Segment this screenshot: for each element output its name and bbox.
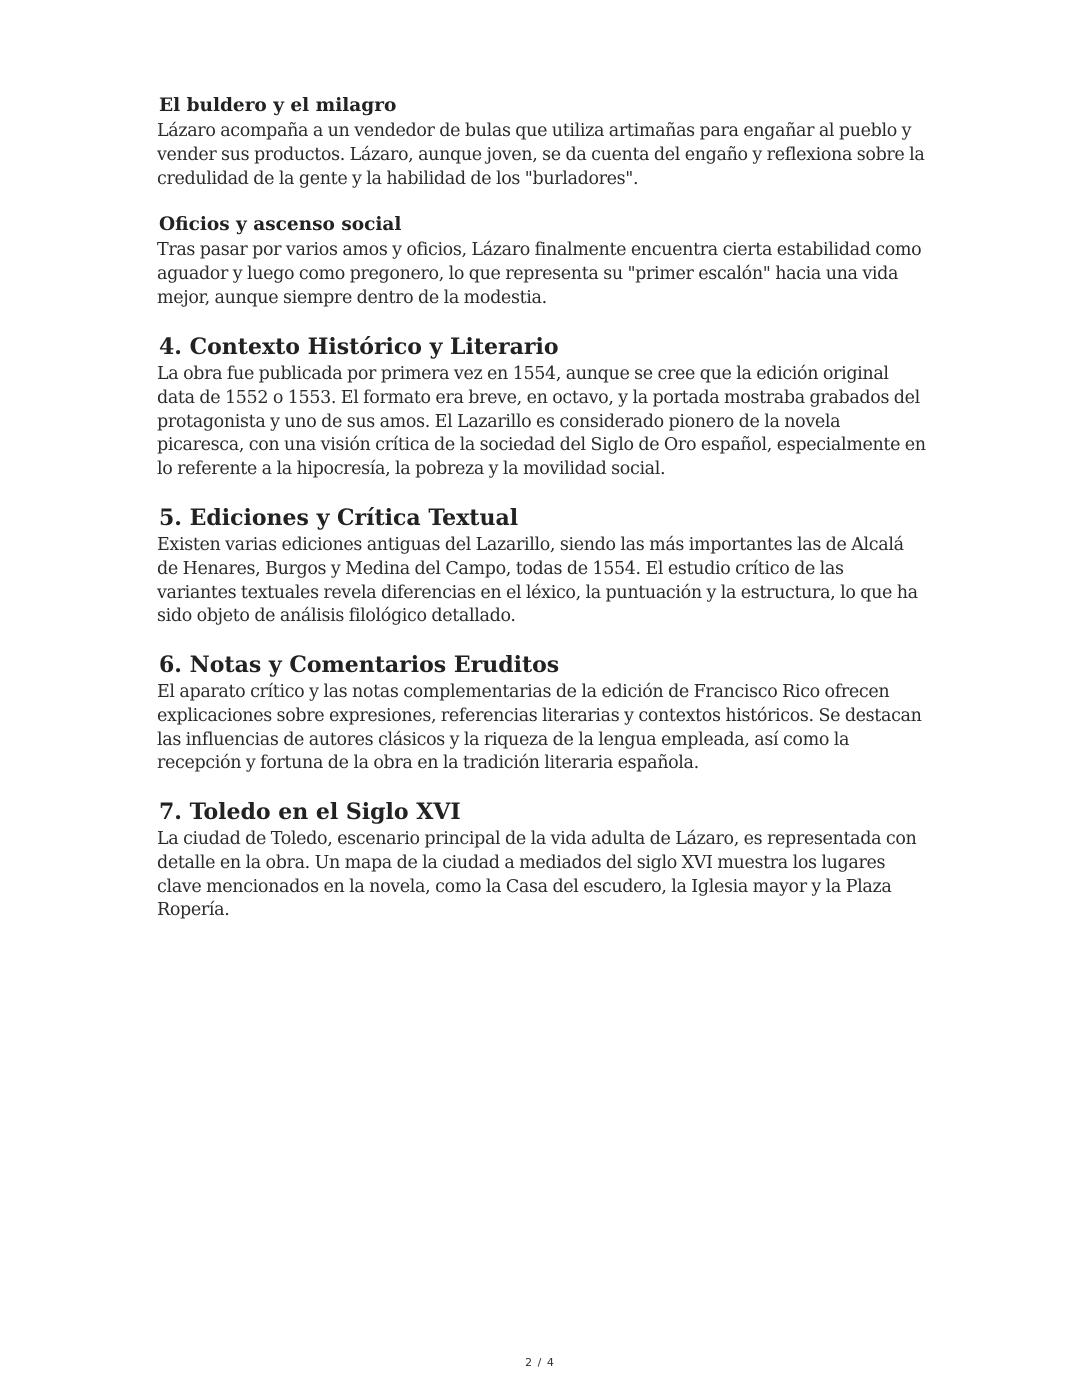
section-heading: 4. Contexto Histórico y Literario [159, 334, 559, 360]
section-contexto-historico [157, 333, 927, 482]
section-body: El aparato crítico y las notas complementarias de la edición de Francisco Rico ofrecen explicaciones sobre expresiones, referencias literarias y contextos históricos. Se destacan las influencias de autores clásicos y la riqueza de la lengua empleada, así como la recepción y fortuna de la obra en la tradición literaria española. [157, 682, 922, 774]
section-toledo [157, 798, 927, 923]
section-ediciones [157, 504, 927, 629]
subsection-title: El buldero y el milagro [159, 95, 397, 116]
subsection-title: Oficios y ascenso social [159, 214, 402, 235]
section-body: Existen varias ediciones antiguas del Lazarillo, siendo las más importantes las de Alcalá de Henares, Burgos y Medina del Campo, todas de 1554. El estudio crítico de las variantes textuales revela diferencias en el léxico, la puntuación y la estructura, lo que ha sido objeto de análisis filológico detallado. [157, 535, 918, 627]
subsection-oficios [157, 213, 927, 310]
subsection-body: Lázaro acompaña a un vendedor de bulas que utiliza artimañas para engañar al pueblo y vender sus productos. Lázaro, aunque joven, se da cuenta del engaño y reflexiona sobre la credulidad de la gente y la habilidad de los "burladores". [157, 121, 925, 189]
section-notas [157, 651, 927, 776]
page-number: 2 / 4 [525, 1356, 555, 1369]
section-heading: 5. Ediciones y Crítica Textual [159, 505, 519, 531]
subsection-body: Tras pasar por varios amos y oficios, Lázaro finalmente encuentra cierta estabilidad como aguador y luego como pregonero, lo que representa su "primer escalón" hacia una vida mejor, aunque siempre dentro de la modestia. [157, 240, 922, 308]
section-body: La obra fue publicada por primera vez en 1554, aunque se cree que la edición original data de 1552 o 1553. El formato era breve, en octavo, y la portada mostraba grabados del protagonista y uno de sus amos. El Lazarillo es considerado pionero de la novela picaresca, con una visión crítica de la sociedad del Siglo de Oro español, especialmente en lo referente a la hipocresía, la pobreza y la movilidad social. [157, 364, 926, 480]
section-heading: 7. Toledo en el Siglo XVI [159, 799, 461, 825]
section-body: La ciudad de Toledo, escenario principal de la vida adulta de Lázaro, es representada con detalle en la obra. Un mapa de la ciudad a mediados del siglo XVI muestra los lugares clave mencionados en la novela, como la Casa del escudero, la Iglesia mayor y la Plaza Ropería. [157, 829, 917, 921]
section-heading: 6. Notas y Comentarios Eruditos [159, 652, 560, 678]
subsection-buldero [157, 94, 927, 191]
